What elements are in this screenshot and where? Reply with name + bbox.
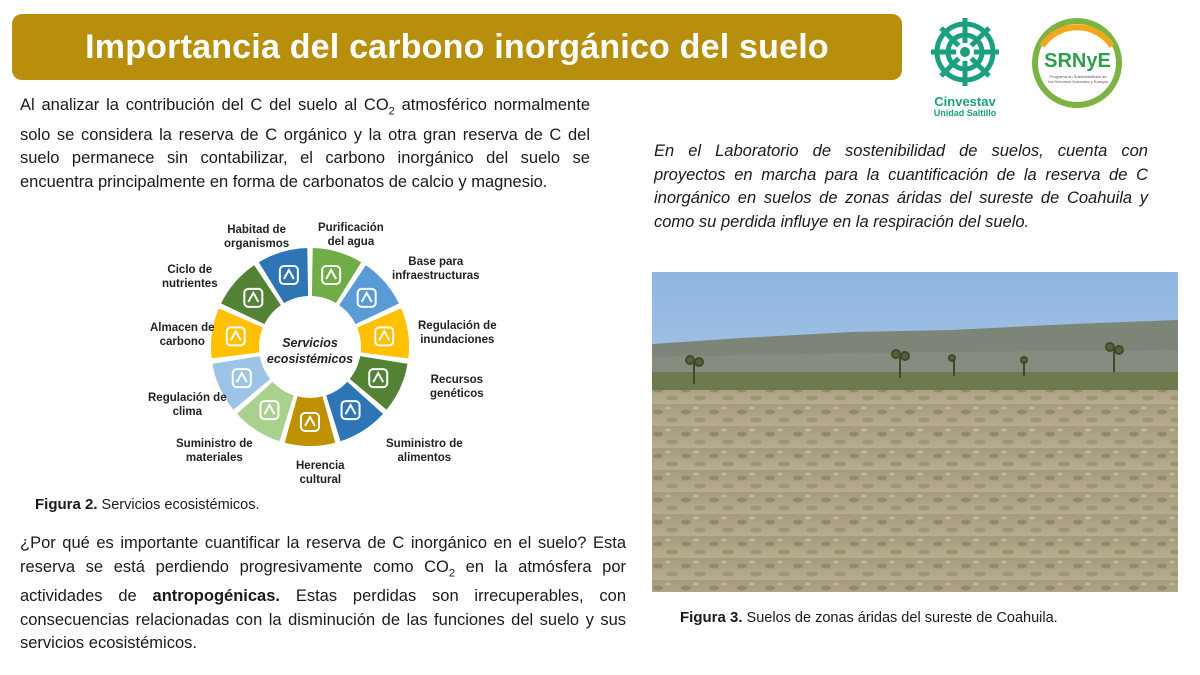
question-paragraph (20, 532, 626, 656)
wheel-label-2 (392, 255, 480, 283)
srnye-logo (1030, 16, 1125, 111)
figure2-label: Figura 2. (35, 496, 98, 513)
wheel-label-5 (386, 437, 463, 465)
wheel-label-8 (148, 391, 227, 419)
wheel-label-line1: Ciclo de (167, 264, 213, 276)
wheel-label-line2: nutrientes (162, 278, 218, 290)
intro-text-b: atmosférico normalmente solo se considera la reserva de C orgánico y la otra gran reserva de C del suelo permanece sin contabilizar, el carbono inorgánico del suelo se encuentra principalmente en forma de carbonatos de calcio y magnesio. (20, 96, 590, 191)
wheel-label-3 (418, 319, 497, 347)
ecosystem-services-wheel (140, 215, 510, 495)
intro-text-a: Al analizar la contribución del C del suelo al CO (20, 96, 389, 114)
arid-landscape-photo (652, 272, 1178, 592)
wheel-label-line1: Suministro de (386, 438, 463, 450)
cinvestav-name: Cinvestav (934, 94, 996, 109)
cinvestav-logo (920, 14, 1010, 118)
wheel-label-line1: Habitad de (227, 224, 286, 236)
wheel-label-4 (430, 373, 484, 401)
wheel-label-line2: materiales (185, 452, 243, 464)
wheel-label-line2: clima (172, 406, 203, 418)
figure2-caption (35, 496, 259, 513)
cinvestav-emblem-icon (920, 14, 1010, 90)
wheel-label-1 (318, 221, 384, 249)
wheel-label-line1: Base para (408, 256, 464, 268)
figure2-text: Servicios ecosistémicos. (101, 497, 260, 513)
wheel-label-6 (296, 459, 345, 487)
wheel-label-line1: Regulación de (148, 392, 227, 404)
wheel-center-line1: Servicios (282, 336, 338, 350)
wheel-label-7 (176, 437, 253, 465)
wheel-label-line1: Regulación de (418, 320, 497, 332)
wheel-label-line2: carbono (159, 336, 205, 348)
intro-subscript: 2 (388, 105, 395, 118)
figure3-label: Figura 3. (680, 609, 743, 626)
wheel-label-line2: infraestructuras (392, 270, 480, 282)
wheel-label-line1: Recursos (430, 374, 484, 386)
figure3-text: Suelos de zonas áridas del sureste de Coahuila. (746, 610, 1058, 626)
srnye-subtitle: Programa en Sustentabilidad de los Recursos Naturales y Energía (1048, 74, 1108, 84)
wheel-label-line1: Almacen de (150, 322, 215, 334)
question-bold-term: antropogénicas. (152, 587, 280, 606)
wheel-label-9 (150, 321, 215, 349)
wheel-label-line2: organismos (224, 238, 290, 250)
wheel-label-11 (224, 223, 289, 251)
question-text-a: ¿Por qué es importante cuantificar la reserva de C inorgánico en el suelo? Esta reserva se está perdiendo progresivamente como CO (20, 534, 626, 576)
question-text-c: Estas perdidas son irrecuperables, con consecuencias relacionadas con la disminución de las funciones del suelo y sus servicios ecosistémicos. (20, 587, 626, 653)
wheel-center-line2: ecosistémicos (266, 352, 354, 366)
lab-paragraph: En el Laboratorio de sostenibilidad de suelos, cuenta con proyectos en marcha para la cuantificación de la reserva de C inorgánico en suelos de zonas áridas del sureste de Coahuila y como su perdida influye en la respiración del suelo. (654, 142, 1148, 231)
wheel-label-line2: inundaciones (420, 334, 495, 346)
question-text-b: en la atmósfera por actividades de (20, 557, 626, 606)
landscape-image (652, 272, 1178, 592)
wheel-label-line2: cultural (299, 474, 342, 486)
wheel-center-label (266, 335, 354, 367)
wheel-label-line2: del agua (327, 236, 375, 248)
page-title: Importancia del carbono inorgánico del suelo (85, 27, 829, 66)
question-subscript: 2 (448, 566, 456, 579)
title-banner (12, 14, 902, 80)
wheel-label-line2: genéticos (430, 388, 484, 400)
figure3-caption (680, 609, 1058, 626)
wheel-label-line1: Suministro de (176, 438, 253, 450)
wheel-label-line1: Herencia (296, 460, 345, 472)
intro-paragraph (20, 94, 590, 194)
wheel-label-10 (162, 263, 218, 291)
cinvestav-unit: Unidad Saltillo (933, 108, 997, 118)
wheel-label-line1: Purificación (318, 222, 384, 234)
srnye-name: SRNyE (1044, 50, 1111, 72)
wheel-label-line2: alimentos (397, 452, 452, 464)
